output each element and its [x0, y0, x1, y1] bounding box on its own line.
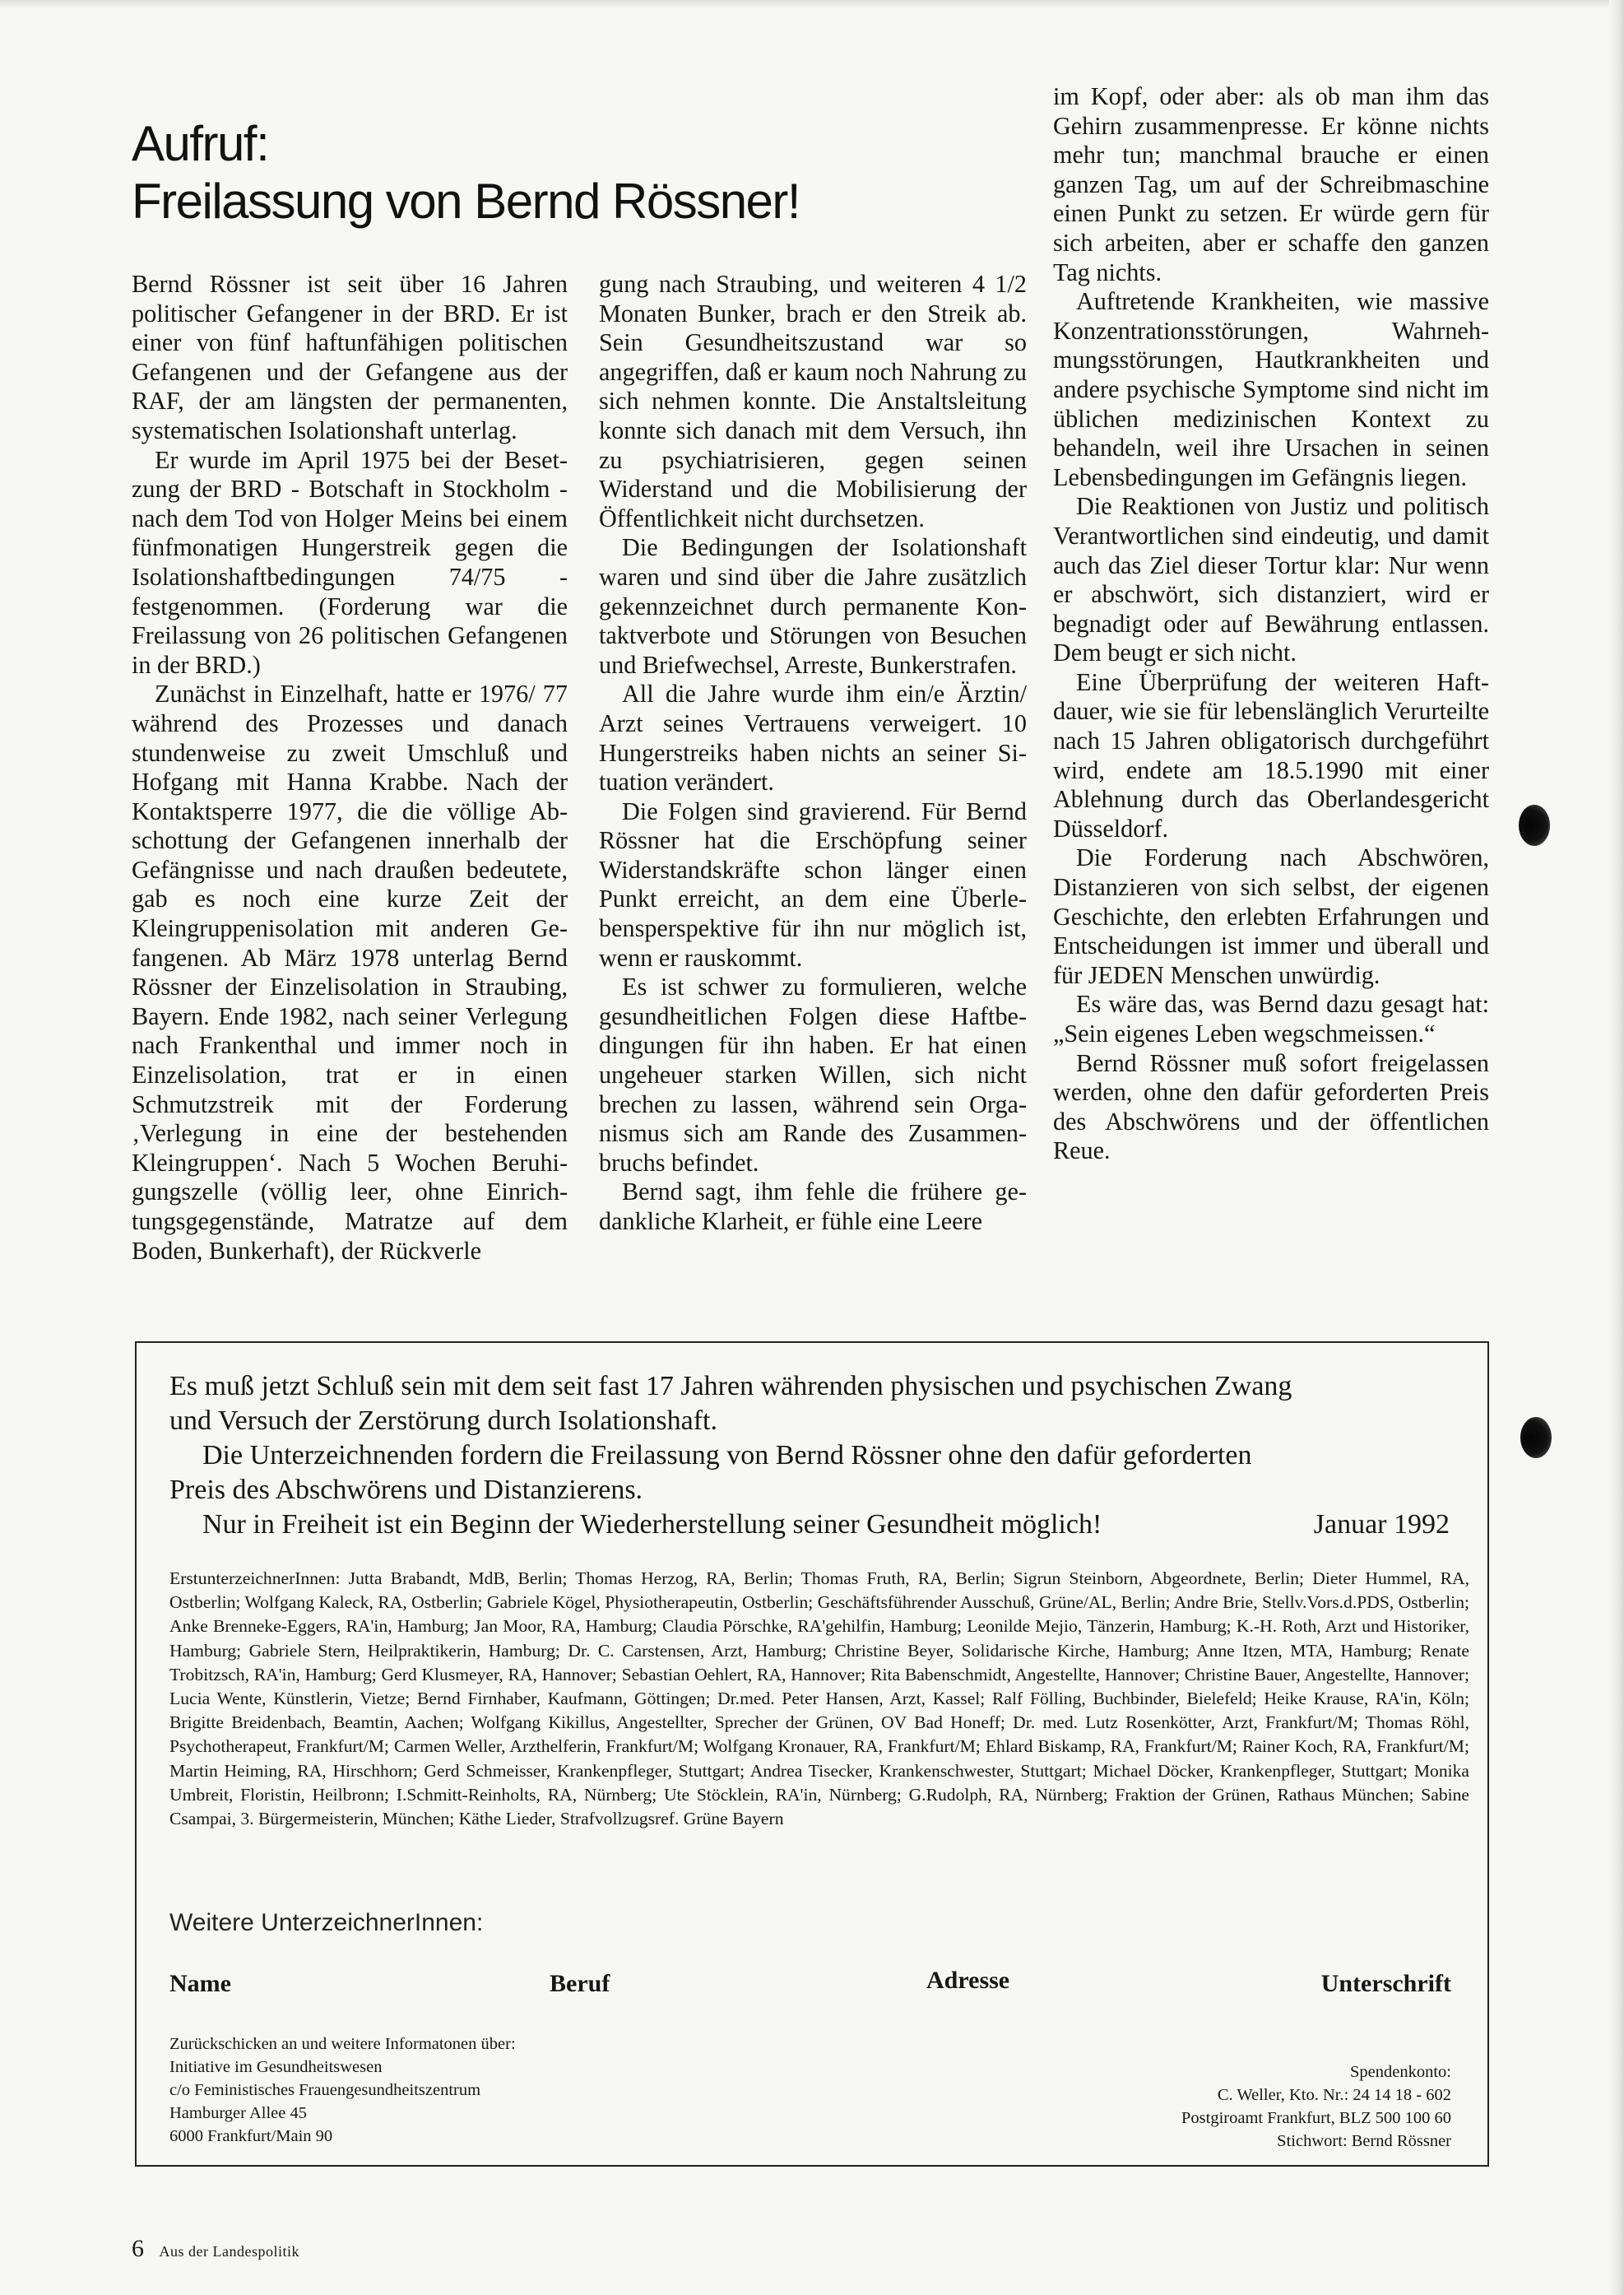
paragraph: Die Folgen sind gravierend. Für Bernd Rössner hat die Erschöpfung seiner Widerstandskräfte schon länger einen Punkt erreicht, an dem eine Überlebensperspektive für ihn nur möglich ist, wenn er rauskommt. — [599, 797, 1027, 972]
page-number: 6 — [132, 2235, 144, 2262]
return-line: Initiative im Gesundheitswesen — [169, 2058, 383, 2076]
return-line: Zurückschicken an und weitere Informatonen über: — [169, 2035, 516, 2053]
appeal-line: und Versuch der Zerstörung durch Isolationshaft. — [169, 1405, 717, 1436]
paragraph: Auftretende Krankheiten, wie massive Konzentrationsstörungen, Wahrnehmungsstörungen, Hautkrankheiten und andere psychische Symptome sind nicht im üblichen medizinischen Kontext zu behandeln, weil ihre Ursachen in seinen Lebensbedingungen im Gefängnis liegen. — [1053, 287, 1489, 491]
paragraph: Es ist schwer zu formulieren, welche gesundheitlichen Folgen diese Haftbedingungen für ihn haben. Er hat einen ungeheuer starken Willen, sich nicht brechen zu lassen, während sein Organismus sich am Rande des Zusammenbruchs befindet. — [599, 973, 1027, 1177]
appeal-line: Nur in Freiheit ist ein Beginn der Wiederherstellung seiner Gesundheit möglich! — [202, 1509, 1102, 1540]
paragraph: gung nach Straubing, und weiteren 4 1/2 Monaten Bunker, brach er den Streik ab. Sein Gesundheitszustand war so angegriffen, daß er kaum noch Nahrung zu sich nehmen konnte. Die Anstaltsleitung konnte sich danach mit dem Versuch, ihn zu psychiatrisieren, gegen seinen Widerstand und die Mobilisierung der Öffentlichkeit nicht durchsetzen. — [599, 270, 1027, 532]
paragraph: Zunächst in Einzelhaft, hatte er 1976/ 77 während des Prozesses und danach stundenweise zu zweit Umschluß und Hofgang mit Hanna Krabbe. Nach der Kontaktsperre 1977, die die völlige Abschottung der Gefangenen innerhalb der Gefängnisse und nach draußen bedeutete, gab es noch eine kurze Zeit der Kleingruppenisolation mit anderen Gefangenen. Ab März 1978 unterlag Bernd Rössner der Einzelisolation in Straubing, Bayern. Ende 1982, nach seiner Verlegung nach Frankenthal und immer noch in Einzelisolation, trat er in einen Schmutzstreik mit der Forderung ‚Verlegung in eine der bestehenden Kleingruppen‘. Nach 5 Wochen Beruhigungszelle (völlig leer, ohne Einrichtungsgegenstände, Matratze auf dem Boden, Bunkerhaft), der Rückverle — [132, 680, 568, 1265]
article-column-2 — [599, 270, 1027, 1237]
section-name: Aus der Landespolitik — [159, 2243, 299, 2260]
page-footer — [132, 2235, 299, 2263]
donation-account — [1181, 2060, 1451, 2153]
donation-line: C. Weller, Kto. Nr.: 24 14 18 - 602 — [1217, 2086, 1451, 2104]
form-column-adresse: Adresse — [926, 1967, 1010, 1994]
paragraph: Die Bedingungen der Isolationshaft waren und sind über die Jahre zusätzlich gekennzeichnet durch permanente Kontaktverbote und Störungen von Besuchen und Briefwechsel, Arreste, Bunkerstrafen. — [599, 533, 1027, 679]
article-column-1 — [132, 270, 568, 1266]
donation-line: Spendenkonto: — [1350, 2063, 1451, 2081]
scan-top-edge — [0, 0, 1624, 8]
petition-box — [135, 1341, 1489, 2167]
paragraph: Bernd Rössner muß sofort freigelassen werden, ohne den dafür geforderten Preis des Abschwörens und der öffentlichen Reue. — [1053, 1048, 1489, 1165]
paragraph: Er wurde im April 1975 bei der Besetzung der BRD - Botschaft in Stockholm - nach dem Tod von Holger Meins bei einem fünfmonatigen Hungerstreik gegen die Isolationshaftbedingungen 74/75 - festgenommen. (Forderung war die Freilassung von 26 politischen Gefangenen in der BRD.) — [132, 445, 568, 679]
return-address — [169, 2033, 516, 2148]
donation-line: Postgiroamt Frankfurt, BLZ 500 100 60 — [1181, 2109, 1451, 2127]
title-line-1: Aufruf: — [132, 116, 269, 171]
form-column-name: Name — [169, 1970, 231, 1997]
paragraph: All die Jahre wurde ihm ein/e Ärztin/ Arzt seines Vertrauens verweigert. 10 Hungerstreiks haben nichts an seiner Situation verändert. — [599, 680, 1027, 797]
punch-hole-lower — [1520, 1417, 1552, 1458]
paragraph: Bernd Rössner ist seit über 16 Jahren politischer Gefangener in der BRD. Er ist einer von fünf haftunfähigen politischen Gefangenen und der Gefangene aus der RAF, der am längsten der permanenten, systematischen Isolationshaft unterlag. — [132, 270, 568, 444]
return-line: Hamburger Allee 45 — [169, 2104, 307, 2122]
first-signers-list: ErstunterzeichnerInnen: Jutta Brabandt, MdB, Berlin; Thomas Herzog, RA, Berlin; Thomas Fruth, RA, Berlin; Sigrun Steinborn, Abgeordnete, Berlin; Dieter Hummel, RA, Ostberlin; Wolfgang Kaleck, RA, Ostberlin; Gabriele Kögel, Physiotherapeutin, Ostberlin; Geschäftsführender Ausschuß, Grüne/AL, Berlin; Andre Brie, Stellv.Vors.d.PDS, Ostberlin; Anke Brenneke-Eggers, RA'in, Hamburg; Jan Moor, RA, Hamburg; Claudia Pörschke, RA'gehilfin, Hamburg; Leonilde Mejio, Tänzerin, Hamburg; K.-H. Roth, Arzt und Historiker, Hamburg; Gabriele Stern, Heilpraktikerin, Hamburg; Dr. C. Carstensen, Arzt, Hamburg; Christine Beyer, Solidarische Kirche, Hamburg; Anne Itzen, MTA, Hamburg; Renate Trobitzsch, RA'in, Hamburg; Gerd Klusmeyer, RA, Hannover; Sebastian Oehlert, RA, Hannover; Rita Babenschmidt, Angestellte, Hannover; Christine Bauer, Angestellte, Hannover; Lucia Wente, Künstlerin, Vietze; Bernd Firnhaber, Kaufmann, Göttingen; Dr.med. Peter Hansen, Arzt, Kassel; Ralf Fölling, Buchbinder, Bielefeld; Heike Krause, RA'in, Köln; Brigitte Breidenbach, Beamtin, Aachen; Wolfgang Kikillus, Angestellter, Sprecher der Grünen, OV Bad Honeff; Dr. med. Lutz Rosenkötter, Arzt, Frankfurt/M; Thomas Röhl, Psychotherapeut, Frankfurt/M; Carmen Weller, Arzthelferin, Frankfurt/M; Wolfgang Kronauer, RA, Frankfurt/M; Ehlard Biskamp, RA, Frankfurt/M; Rainer Koch, RA, Frankfurt/M; Martin Heiming, RA, Hirschhorn; Gerd Schmeisser, Krankenpfleger, Stuttgart; Andrea Tisecker, Krankenschwester, Stuttgart; Michael Döcker, Krankenpfleger, Stuttgart; Monika Umbreit, Floristin, Heilbronn; I.Schmitt-Reinholts, RA, Nürnberg; Ute Stöcklein, RA'in, Nürnberg; G.Rudolph, RA, Nürnberg; Fraktion der Grünen, Rathaus München; Sabine Csampai, 3. Bürgermeisterin, München; Käthe Lieder, Strafvollzugsref. Grüne Bayern — [169, 1568, 1469, 1829]
paragraph: Die Forderung nach Abschwören, Distanzieren von sich selbst, der eigenen Geschichte, den erlebten Erfahrungen und Entscheidungen ist immer und überall und für JEDEN Menschen unwürdig. — [1053, 843, 1489, 989]
appeal-text — [169, 1369, 1453, 1542]
paragraph: Es wäre das, was Bernd dazu gesagt hat: „Sein eigenes Leben wegschmeissen.“ — [1053, 990, 1489, 1048]
further-signers-label: Weitere UnterzeichnerInnen: — [169, 1909, 484, 1936]
punch-hole-upper — [1519, 805, 1550, 846]
appeal-line: Es muß jetzt Schluß sein mit dem seit fast 17 Jahren währenden physischen und psychischen Zwang — [169, 1371, 1292, 1401]
return-line: 6000 Frankfurt/Main 90 — [169, 2127, 333, 2145]
paragraph: Eine Überprüfung der weiteren Haftdauer, wie sie für lebenslänglich Verurteilte nach 15 Jahren obligatorisch durchgeführt wird, endete am 18.5.1990 mit einer Ablehnung durch das Oberlandesgericht Düsseldorf. — [1053, 667, 1489, 843]
page-title — [132, 115, 938, 230]
return-line: c/o Feministisches Frauengesundheitszentrum — [169, 2081, 481, 2099]
title-line-2: Freilassung von Bernd Rössner! — [132, 174, 800, 229]
appeal-date: Januar 1992 — [1313, 1509, 1450, 1540]
donation-line: Stichwort: Bernd Rössner — [1277, 2132, 1451, 2150]
form-column-beruf: Beruf — [550, 1970, 610, 1997]
article-column-3 — [1053, 82, 1489, 1166]
paragraph: Die Reaktionen von Justiz und politisch Verantwortlichen sind eindeutig, und damit auch das Ziel dieser Tortur klar: Nur wenn er abschwört, sich distanziert, wird er begnadigt oder auf Bewährung entlassen. Dem beugt er sich nicht. — [1053, 492, 1489, 667]
form-column-unterschrift: Unterschrift — [1320, 1970, 1451, 1997]
appeal-line: Die Unterzeichnenden fordern die Freilassung von Bernd Rössner ohne den dafür geforderten — [202, 1440, 1252, 1470]
paragraph: im Kopf, oder aber: als ob man ihm das Gehirn zusammenpresse. Er könne nichts mehr tun; manchmal brauche er einen ganzen Tag, um auf der Schreibmaschine einen Punkt zu setzen. Er würde gern für sich arbeiten, aber er schaffe den ganzen Tag nichts. — [1053, 82, 1489, 286]
paragraph: Bernd sagt, ihm fehle die frühere gedankliche Klarheit, er fühle eine Leere — [599, 1178, 1027, 1235]
appeal-line: Preis des Abschwörens und Distanzierens. — [169, 1475, 643, 1505]
scan-right-edge — [1609, 0, 1624, 2295]
